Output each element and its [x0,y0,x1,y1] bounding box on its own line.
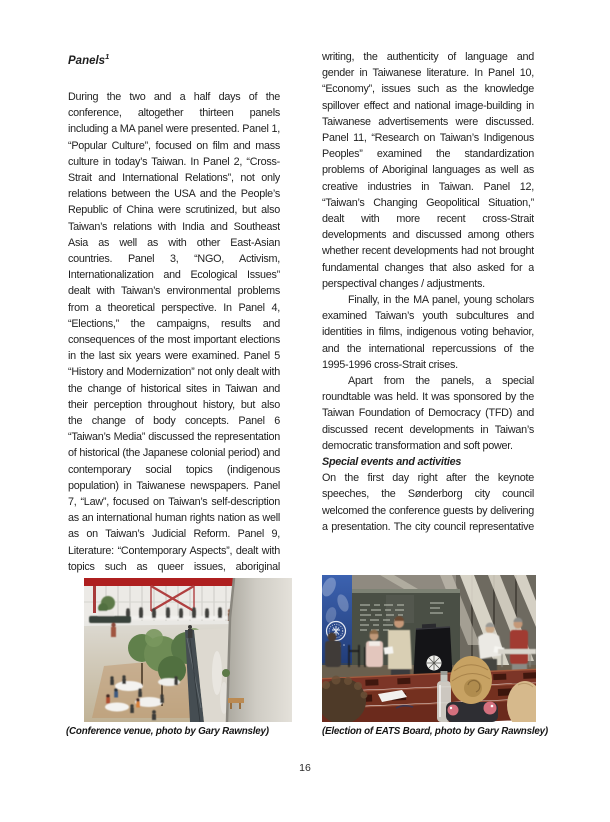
conference-venue-photo-art [84,578,292,722]
eats-board-election-photo [322,575,536,722]
conference-venue-photo [84,578,292,722]
body-paragraph: Apart from the panels, a special roundtable was held. It was sponsored by the Taiwan Foundation of Democracy (TFD) and discussed recent developments in Taiwan’s democratic transformation and soft power. [322,375,534,452]
body-paragraph: On the first day right after the keynote speeches, the Sønderborg city council welcomed the conference guests by delivering a presentation. The city council representative [322,472,534,533]
eats-board-election-photo-art [322,575,536,722]
right-text-column [322,49,534,576]
body-paragraph: During the two and a half days of the conference, altogether thirteen panels including a MA panel were presented. Panel 1, “Popular Culture”, focused on film and mass culture in today’s Taiwan. In Panel 2, “Cross-Strait and International Relations”, not only relations between the USA and the People’s Republic of China were scrutinized, but also Taiwan’s relations with India and Southeast Asia as well as with other East-Asian countries. Panel 3, “NGO, Activism, Internationalization and Ecological Issues” dealt with Taiwan’s environmental problems from a theoretical perspective. In Panel 4, “Elections,” the campaigns, results and consequences of the most important elections in the last six years were examined. Panel 5 “History and Modernization” not only dealt with the change of historical sites in Taiwan and their perception throughout history, but also the change of body concepts. Panel 6 “Taiwan’s Media” discussed the representation of historical (the Japanese colonial period) and contemporary social topics (indigenous population) in Taiwanese newspapers. Panel 7, “Law”, focused on Taiwan’s self-description as an international human rights nation as well as on Taiwan’s Judicial Reform. Panel 9, Literature: “Contemporary Aspects”, dealt with topics such as queer issues, aboriginal [68,91,280,573]
left-text-column [68,89,280,578]
body-paragraph: writing, the authenticity of language and gender in Taiwanese literature. In Panel 10, “Economy”, issues such as the knowledge spillover effect and national image-building in Taiwanese advertisements were discussed. Panel 11, “Research on Taiwan’s Indigenous Peoples” examined the standardization problems of Aboriginal languages as well as creative industries in Taiwan. Panel 12, “Taiwan’s Changing Geopolitical Situation,” dealt with more recent cross-Strait developments and discussed among others whether recent developments had not brought fundamental changes that also asked for a perspectival changes / adjustments. [322,51,534,290]
photo-caption-right: (Election of EATS Board, photo by Gary Rawnsley) [322,726,548,737]
page-number: 16 [299,762,311,774]
footnote-marker: 1 [105,52,110,61]
section-heading [68,52,109,67]
photo-caption-left: (Conference venue, photo by Gary Rawnsley) [66,726,269,737]
body-paragraph: Finally, in the MA panel, young scholars examined Taiwan’s youth subcultures and identities in films, indigenous voting behavior, and the international repercussions of the 1995-1996 cross-Strait crises. [322,294,534,371]
right-wall [222,578,292,722]
section-heading-text: Panels [68,54,106,67]
subsection-heading: Special events and activities [322,456,462,469]
